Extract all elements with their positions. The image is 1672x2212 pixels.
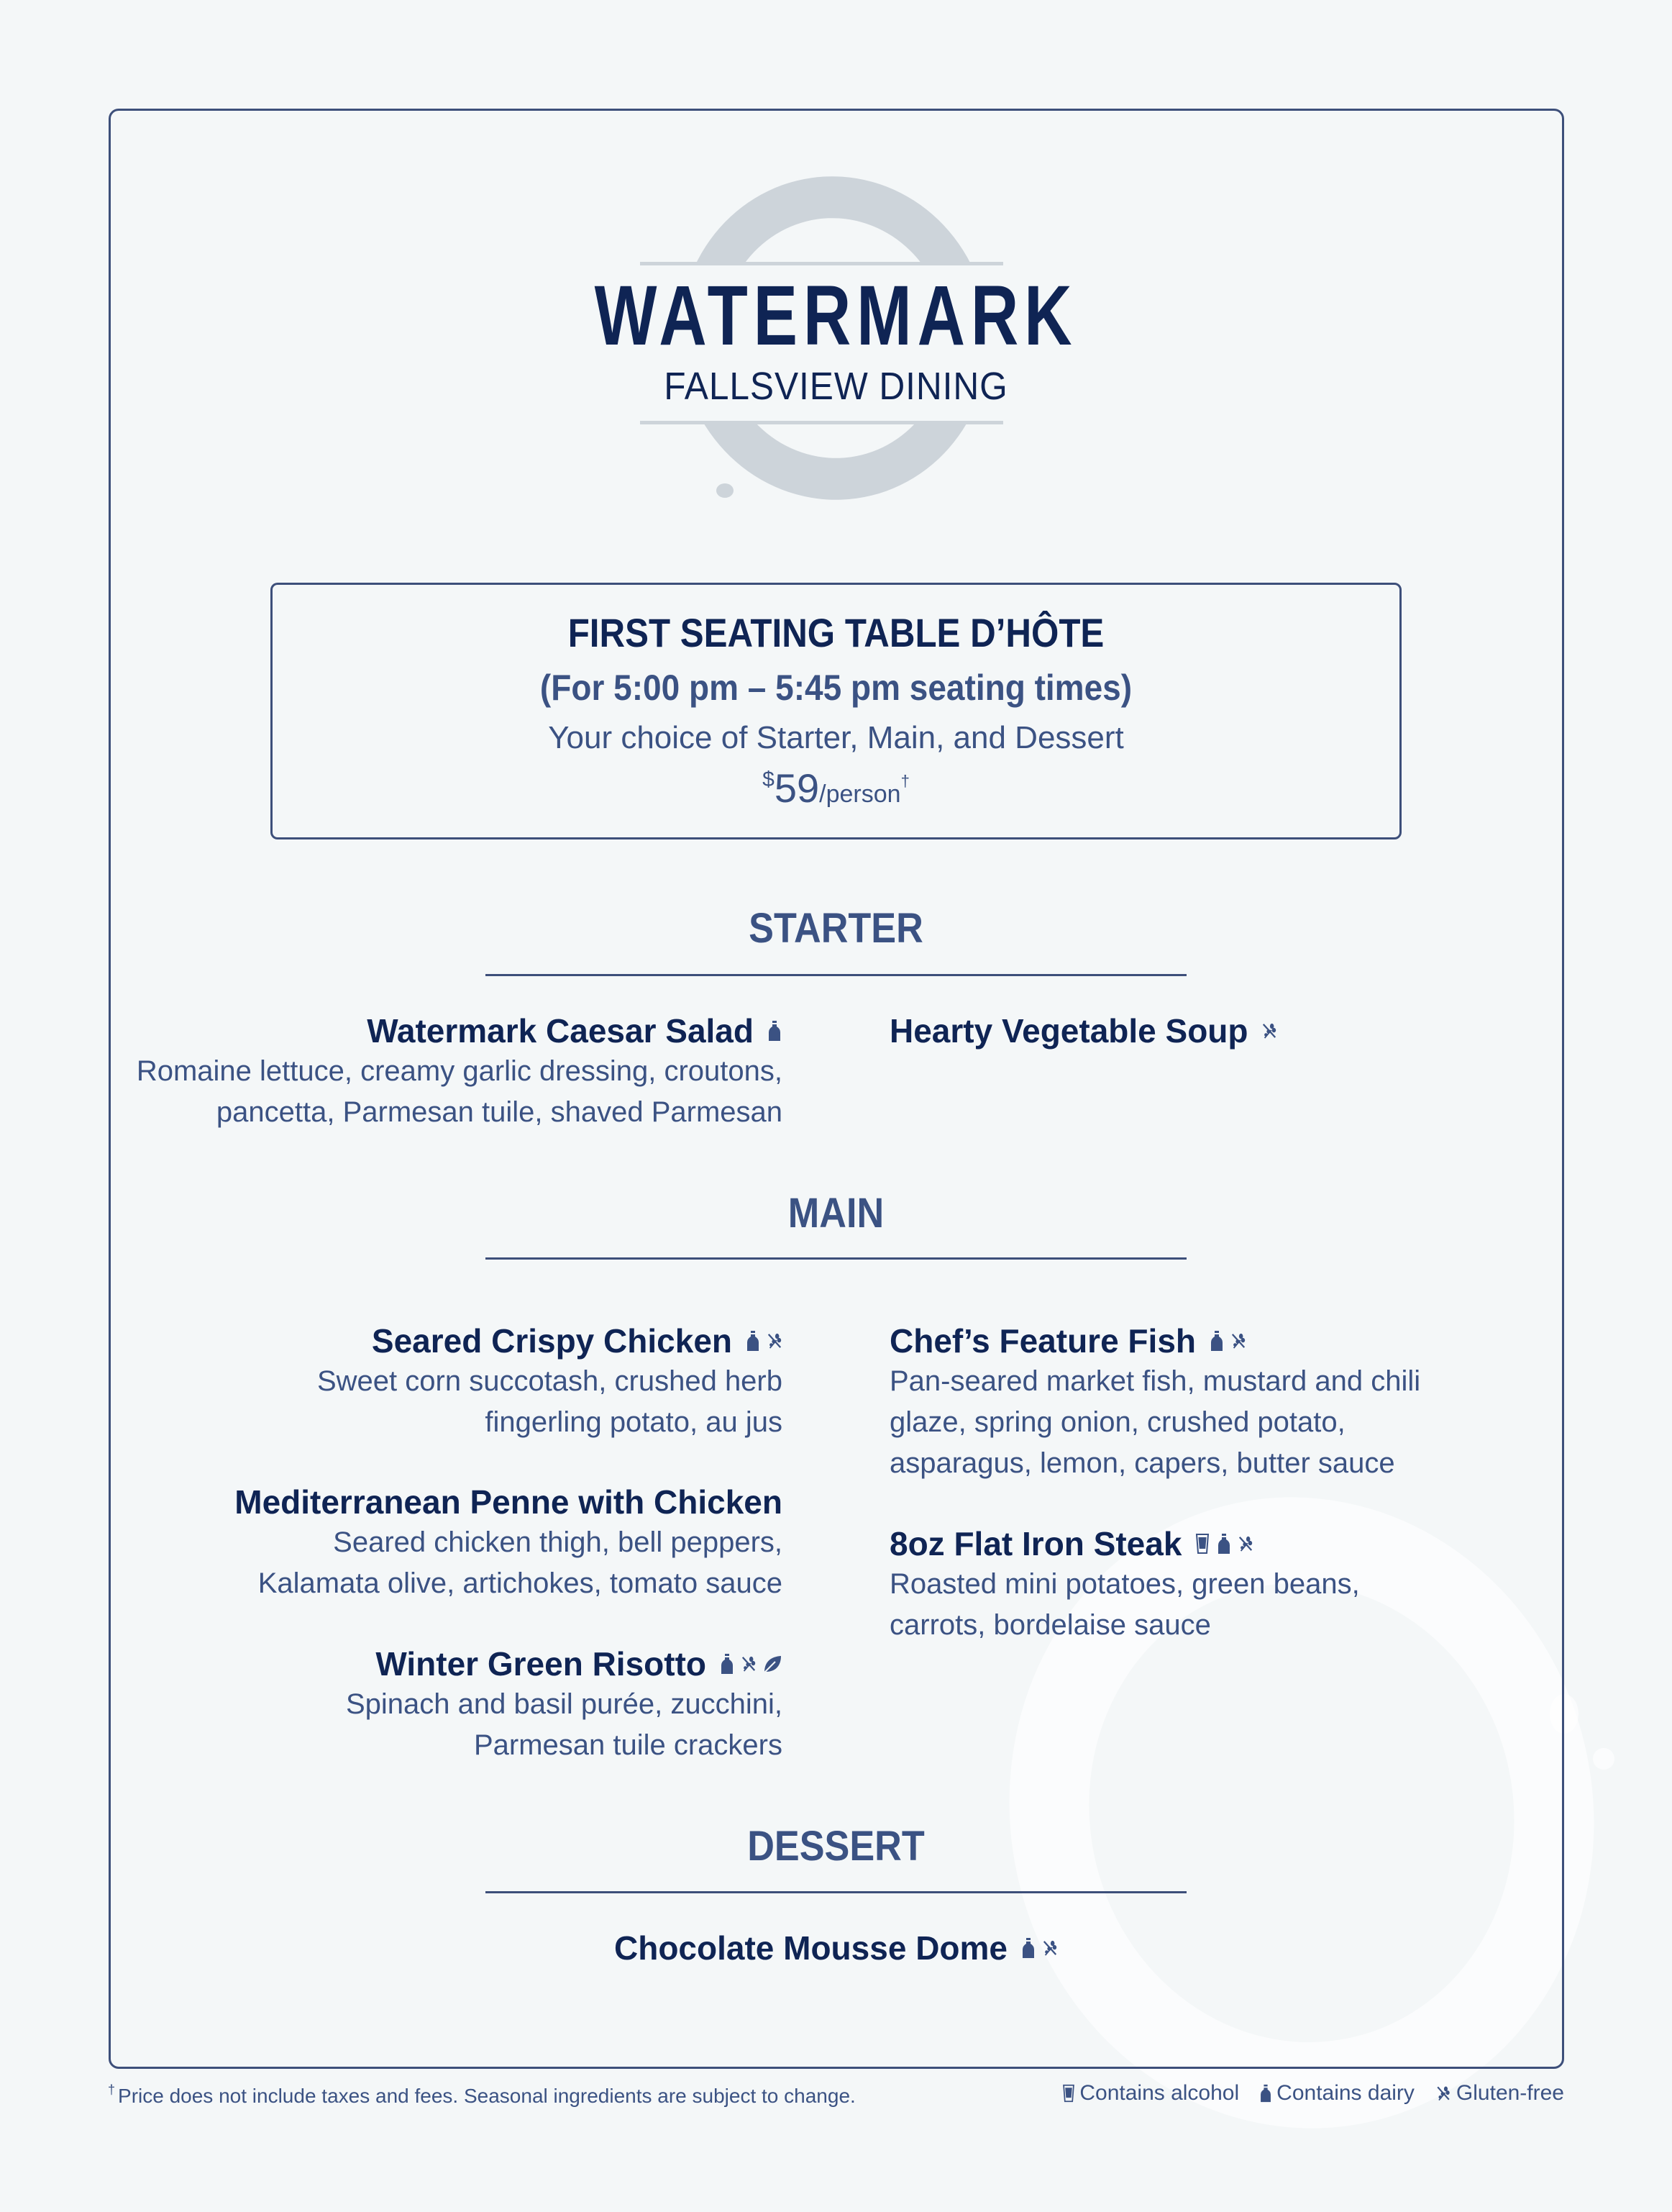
background-drop <box>1593 1748 1614 1770</box>
item-icons <box>767 1020 782 1042</box>
menu-item: Chef’s Feature Fish Pan-seared market fish, mustard and chili glaze, spring onion, crushed potato, asparagus, lemon, capers, butter sauce <box>890 1322 1421 1479</box>
alcohol-icon <box>1062 2084 1075 2103</box>
item-name: Chef’s Feature Fish <box>890 1321 1246 1361</box>
section-divider <box>485 1257 1187 1260</box>
menu-item: Seared Crispy Chicken Sweet corn succotash, crushed herb fingerling potato, au jus <box>316 1322 782 1438</box>
item-name: Mediterranean Penne with Chicken <box>234 1483 782 1521</box>
seating-title: FIRST SEATING TABLE D’HÔTE <box>567 610 1105 655</box>
section-divider <box>485 1891 1187 1893</box>
dairy-icon <box>1020 1937 1036 1959</box>
logo-title: WATERMARK <box>594 268 1078 363</box>
item-icons <box>1209 1330 1246 1352</box>
gluten-free-icon <box>1042 1937 1058 1959</box>
legend-alcohol: Contains alcohol <box>1062 2081 1239 2106</box>
item-icons <box>719 1653 782 1675</box>
dairy-icon <box>719 1653 735 1675</box>
menu-item: 8oz Flat Iron Steak Roasted mini potatoes, green beans, carrots, bordelaise sauce <box>890 1525 1360 1641</box>
alcohol-icon <box>1194 1533 1210 1555</box>
legend-dairy: Contains dairy <box>1259 2081 1415 2106</box>
item-name: Seared Crispy Chicken <box>372 1321 782 1361</box>
gluten-free-icon <box>1238 1533 1253 1555</box>
item-name: Winter Green Risotto <box>375 1644 782 1684</box>
seating-price: $59/person† <box>762 765 910 811</box>
gluten-free-icon <box>1261 1020 1277 1042</box>
item-name: Watermark Caesar Salad <box>367 1011 782 1051</box>
gluten-free-icon <box>1230 1330 1246 1352</box>
item-icons <box>1020 1937 1058 1959</box>
logo-drop <box>716 483 734 498</box>
menu-item: Winter Green Risotto Spinach and basil purée, zucchini, Parmesan tuile crackers <box>345 1645 782 1761</box>
item-icons <box>1194 1533 1253 1555</box>
section-title-dessert: DESSERT <box>747 1823 925 1870</box>
dietary-legend <box>1062 2081 1564 2106</box>
gluten-free-icon <box>741 1653 757 1675</box>
menu-item: Mediterranean Penne with Chicken Seared chicken thigh, bell peppers, Kalamata olive, artichokes, tomato sauce <box>234 1483 782 1599</box>
legend-gluten-free: Gluten-free <box>1435 2081 1564 2106</box>
item-icons <box>745 1330 782 1352</box>
menu-item: Watermark Caesar Salad Romaine lettuce, creamy garlic dressing, croutons, pancetta, Parmesan tuile, shaved Parmesan <box>136 1012 782 1128</box>
item-name: Hearty Vegetable Soup <box>890 1011 1277 1051</box>
dairy-icon <box>767 1020 782 1042</box>
vegetarian-leaf-icon <box>762 1653 782 1675</box>
dairy-icon <box>1209 1330 1225 1352</box>
item-icons <box>1261 1020 1277 1042</box>
seating-times: (For 5:00 pm – 5:45 pm seating times) <box>539 667 1133 708</box>
item-name: 8oz Flat Iron Steak <box>890 1524 1253 1564</box>
dairy-icon <box>1216 1533 1232 1555</box>
seating-info-box <box>270 583 1402 839</box>
gluten-free-icon <box>767 1330 782 1352</box>
section-divider <box>485 974 1187 976</box>
dairy-icon <box>1259 2084 1272 2103</box>
logo-rule-top <box>640 262 1003 265</box>
logo-subtitle: FALLSVIEW DINING <box>664 365 1008 408</box>
item-name: Chocolate Mousse Dome <box>614 1928 1058 1968</box>
section-title-main: MAIN <box>787 1190 885 1237</box>
dairy-icon <box>745 1330 761 1352</box>
logo <box>0 173 1672 511</box>
menu-item <box>0 1928 1672 1968</box>
menu-item <box>890 1011 1277 1051</box>
seating-choice: Your choice of Starter, Main, and Dessert <box>548 719 1124 755</box>
gluten-free-icon <box>1435 2084 1452 2103</box>
section-title-starter: STARTER <box>749 905 923 952</box>
footnote: † Price does not include taxes and fees. Seasonal ingredients are subject to change. <box>108 2083 856 2107</box>
logo-rule-bottom <box>640 421 1003 424</box>
